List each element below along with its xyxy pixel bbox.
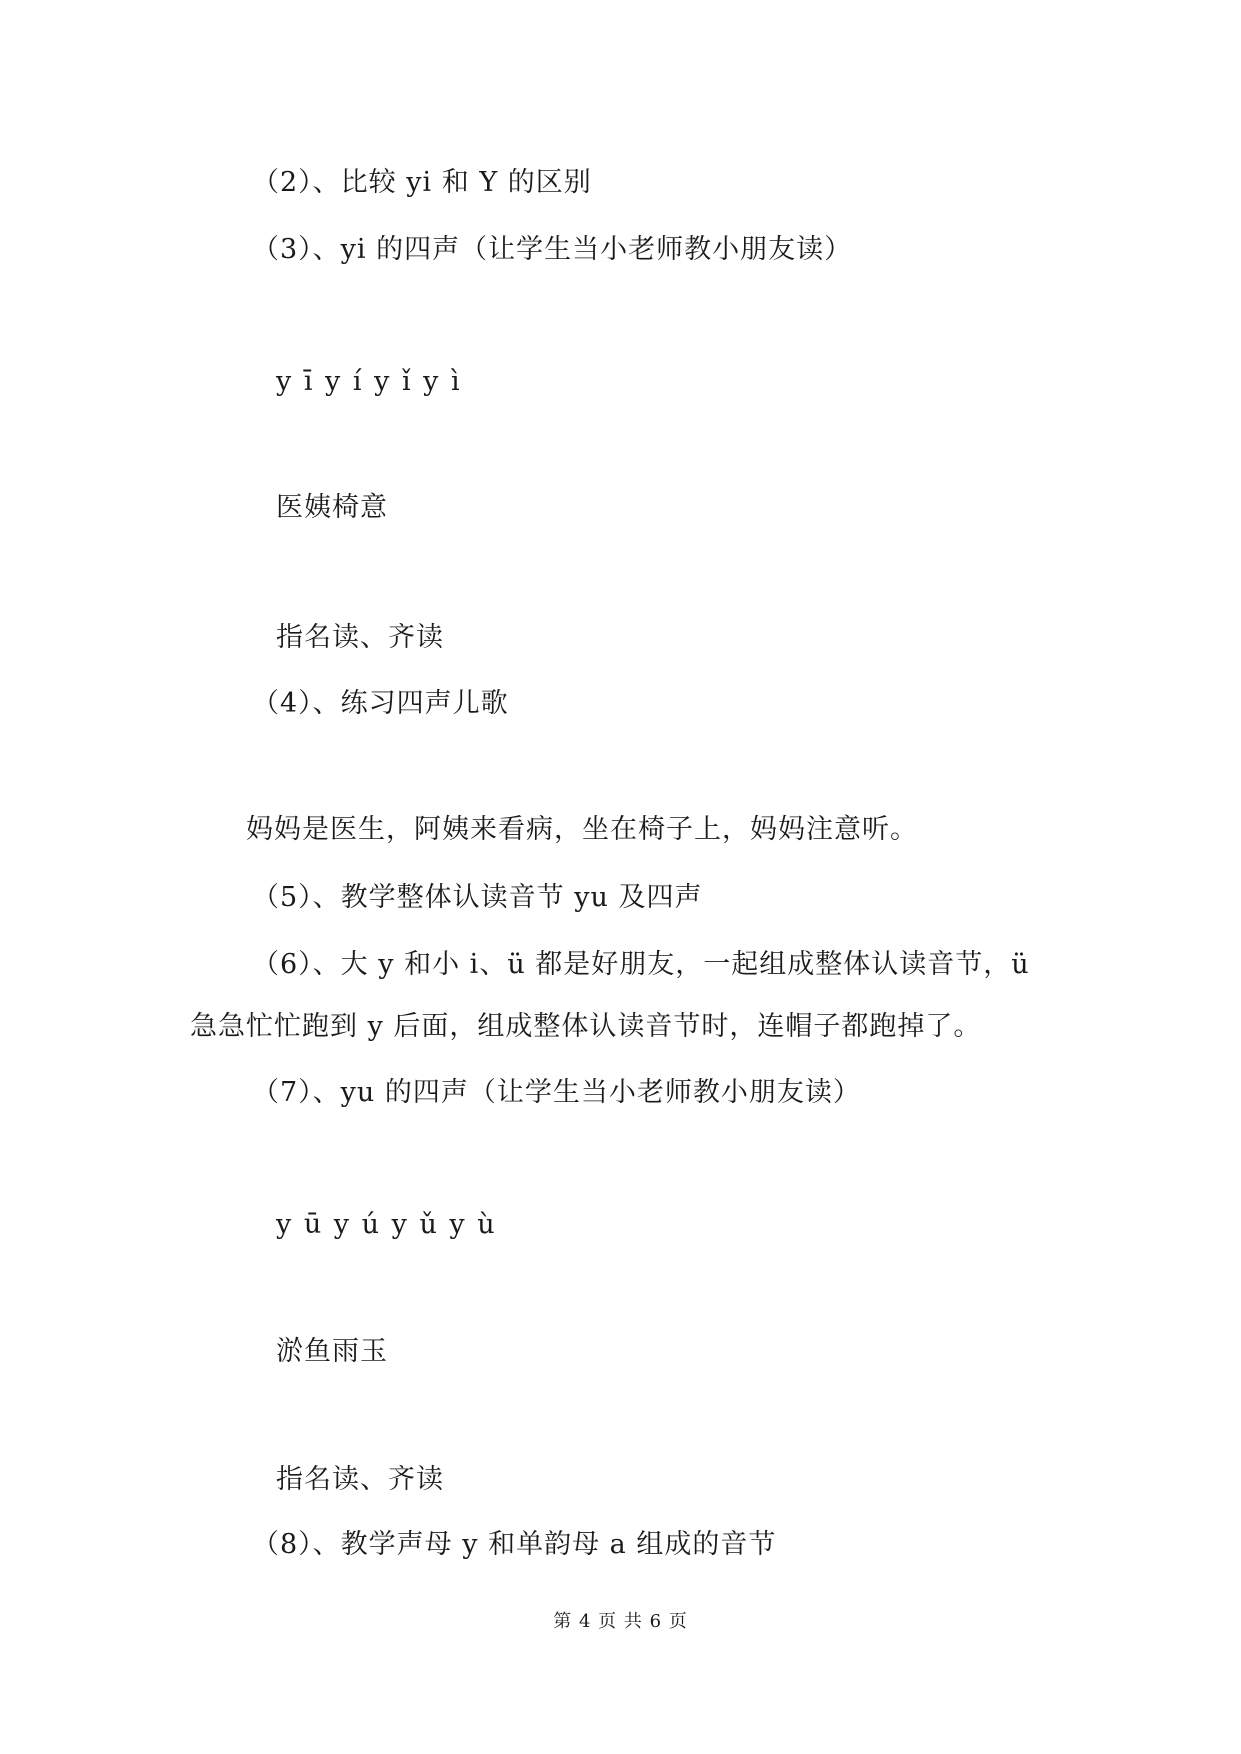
page-footer: 第 4 页 共 6 页 xyxy=(553,1611,688,1632)
text-line-yu-characters: 淤鱼雨玉 xyxy=(276,1336,388,1367)
text-line-teach-yu: （5）、教学整体认读音节 yu 及四声 xyxy=(252,882,703,913)
text-line-read-aloud-2: 指名读、齐读 xyxy=(276,1464,444,1495)
text-line-compare-yi: （2）、比较 yi 和 Y 的区别 xyxy=(252,167,592,198)
text-line-yi-characters: 医姨椅意 xyxy=(276,492,388,523)
text-line-read-aloud-1: 指名读、齐读 xyxy=(276,622,444,653)
pinyin-line-yi: y ī y í y ǐ y ì xyxy=(276,366,462,397)
text-line-story-part-1: （6）、大 y 和小 i、ü 都是好朋友，一起组成整体认读音节，ü xyxy=(252,949,1030,980)
pinyin-line-yu: y ū y ú y ǔ y ù xyxy=(276,1209,497,1240)
text-line-yu-four-tones: （7）、yu 的四声（让学生当小老师教小朋友读） xyxy=(252,1077,861,1108)
text-line-story-part-2: 急急忙忙跑到 y 后面，组成整体认读音节时，连帽子都跑掉了。 xyxy=(190,1011,982,1042)
text-line-rhyme-content: 妈妈是医生，阿姨来看病，坐在椅子上，妈妈注意听。 xyxy=(246,814,918,845)
text-line-practice-rhyme: （4）、练习四声儿歌 xyxy=(252,688,509,719)
text-line-teach-ya: （8）、教学声母 y 和单韵母 a 组成的音节 xyxy=(252,1529,777,1560)
text-line-yi-four-tones: （3）、yi 的四声（让学生当小老师教小朋友读） xyxy=(252,234,853,265)
